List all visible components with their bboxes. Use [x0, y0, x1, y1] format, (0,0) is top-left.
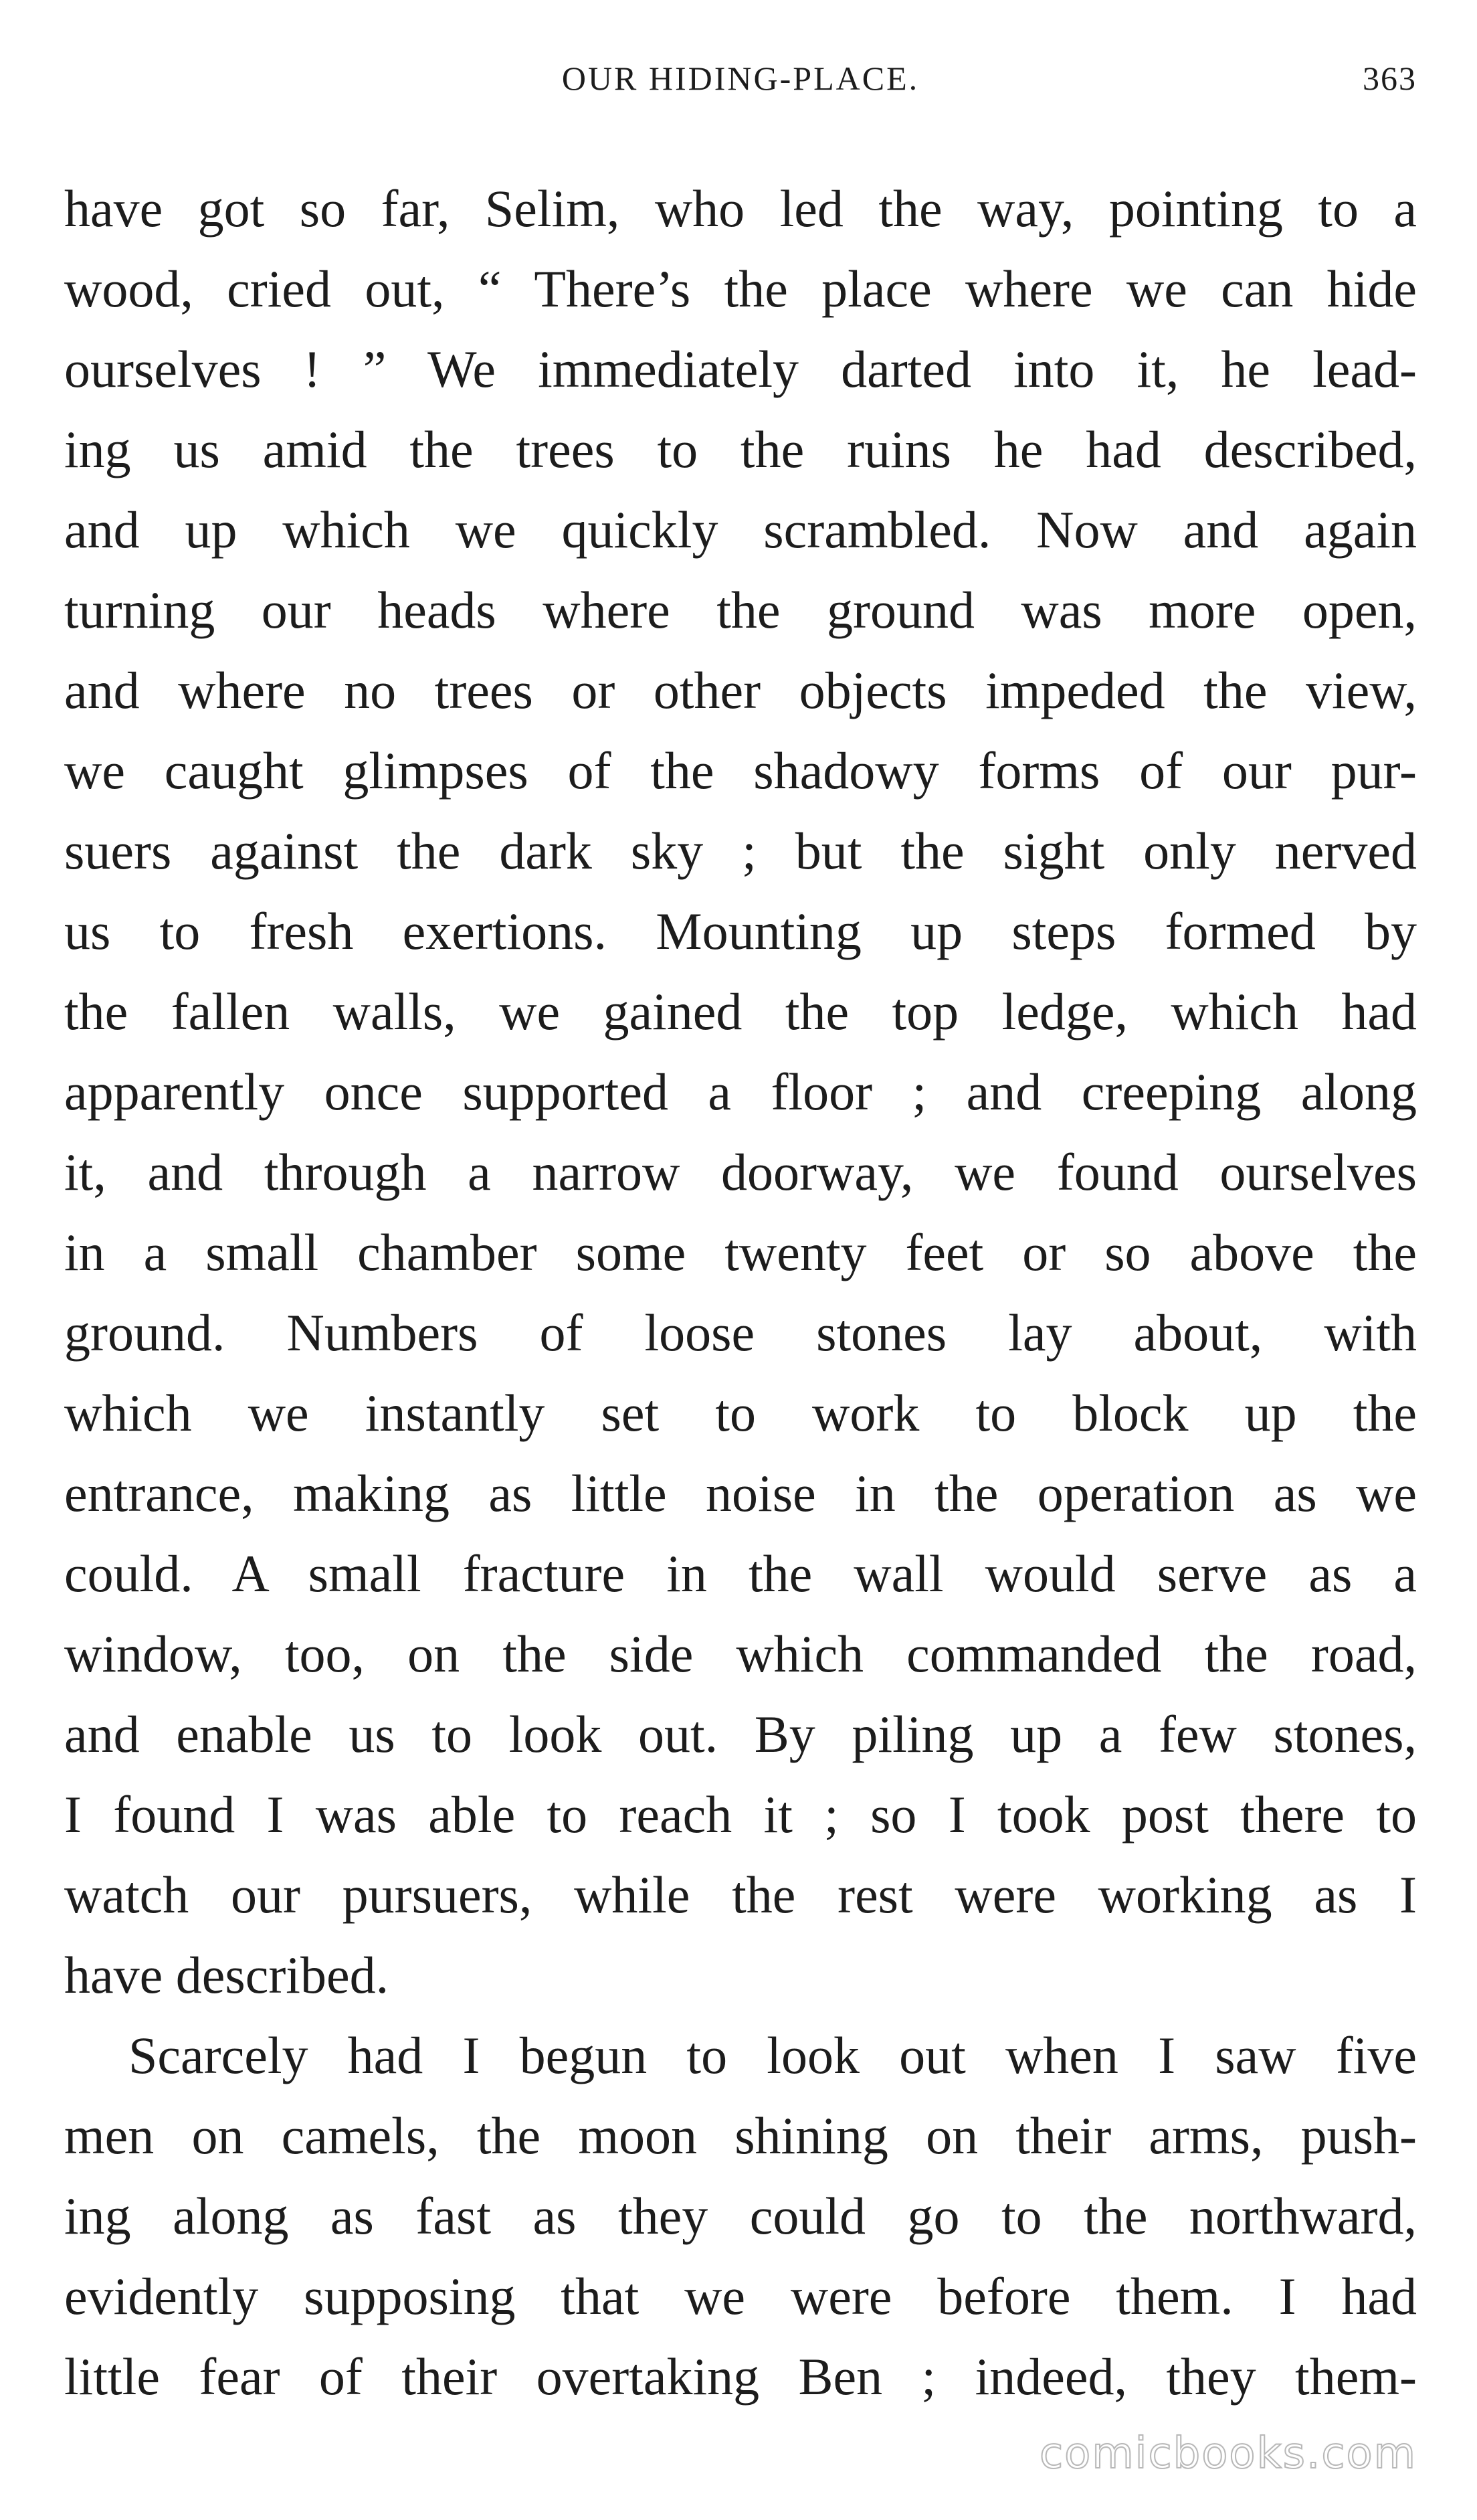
page-number: 363: [1363, 60, 1417, 97]
text-line: ourselves ! ” We immediately darted into it, he lead-: [64, 340, 1417, 398]
text-line: little fear of their overtaking Ben ; indeed, they them-: [64, 2347, 1417, 2406]
text-line: I found I was able to reach it ; so I took post there to: [64, 1785, 1417, 1843]
text-line: men on camels, the moon shining on their arms, push-: [64, 2106, 1417, 2165]
text-line: window, too, on the side which commanded the road,: [64, 1625, 1417, 1683]
text-line: have described.: [64, 1946, 389, 2004]
text-line: entrance, making as little noise in the operation as we: [64, 1464, 1417, 1522]
text-line: it, and through a narrow doorway, we found ourselves: [64, 1143, 1417, 1201]
text-line: have got so far, Selim, who led the way, pointing to a: [64, 179, 1417, 238]
body-text: [64, 169, 1417, 2417]
text-line: we caught glimpses of the shadowy forms of our pur-: [64, 741, 1417, 800]
paragraph-2: [64, 2015, 1417, 2417]
text-line: in a small chamber some twenty feet or so above the: [64, 1223, 1417, 1281]
text-line: turning our heads where the ground was more open,: [64, 581, 1417, 639]
text-line: which we instantly set to work to block up the: [64, 1384, 1417, 1442]
text-line: ing along as fast as they could go to the northward,: [64, 2187, 1417, 2245]
text-line: watch our pursuers, while the rest were working as I: [64, 1866, 1417, 1924]
text-line: and enable us to look out. By piling up a few stones,: [64, 1705, 1417, 1763]
paragraph-1: [64, 169, 1417, 2015]
text-line: evidently supposing that we were before them. I had: [64, 2267, 1417, 2325]
text-line: Scarcely had I begun to look out when I saw five: [128, 2026, 1417, 2084]
text-line: and where no trees or other objects impeded the view,: [64, 661, 1417, 719]
text-line: the fallen walls, we gained the top ledge, which had: [64, 982, 1417, 1041]
text-line: ground. Numbers of loose stones lay about, with: [64, 1303, 1417, 1362]
text-line: suers against the dark sky ; but the sight only nerved: [64, 822, 1417, 880]
running-title: OUR HIDING-PLACE.: [561, 60, 920, 97]
text-line: wood, cried out, “ There’s the place where we can hide: [64, 260, 1417, 318]
watermark: comicbooks.com: [1039, 2429, 1417, 2479]
text-line: and up which we quickly scrambled. Now and again: [64, 501, 1417, 559]
text-line: could. A small fracture in the wall would serve as a: [64, 1544, 1417, 1603]
text-line: us to fresh exertions. Mounting up steps formed by: [64, 902, 1417, 960]
text-line: ing us amid the trees to the ruins he had described,: [64, 420, 1417, 478]
running-head: [64, 59, 1417, 119]
text-line: apparently once supported a floor ; and creeping along: [64, 1063, 1417, 1121]
